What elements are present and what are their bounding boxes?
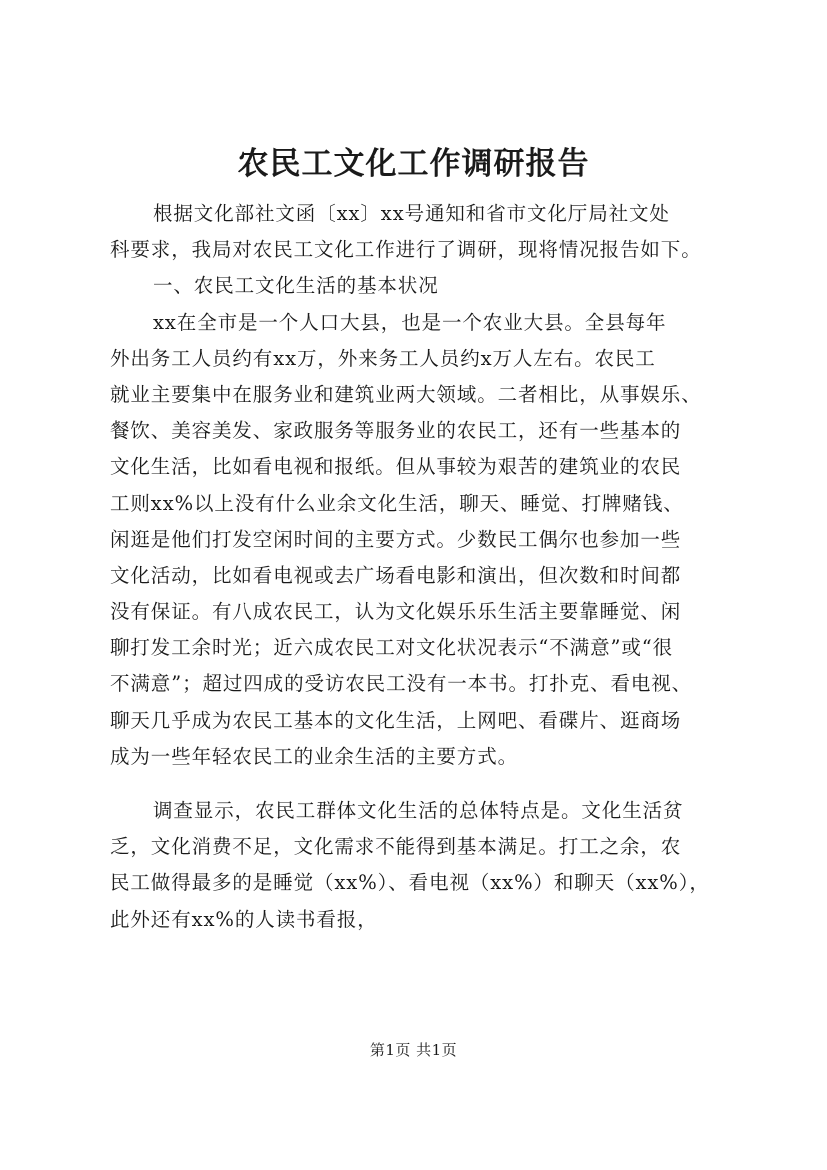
paragraph-line: 餐饮、美容美发、家政服务等服务业的农民工，还有一些基本的 [110,419,682,443]
paragraph-line: 没有保证。有八成农民工，认为文化娱乐乐生活主要靠睡觉、闲 [110,600,682,624]
paragraph-line: 科要求，我局对农民工文化工作进行了调研，现将情况报告如下。 [110,238,702,262]
document-body [110,196,740,938]
paragraph-line: 文化生活，比如看电视和报纸。但从事较为艰苦的建筑业的农民 [110,455,682,479]
paragraph-gap [110,775,740,793]
paragraph-line: 不满意”；超过四成的受访农民工没有一本书。打扑克、看电视、 [110,672,693,696]
paragraph-line: 民工做得最多的是睡觉（xx%）、看电视（xx%）和聊天（xx%）， [110,871,710,895]
paragraph-line: 工则xx%以上没有什么业余文化生活，聊天、睡觉、打牌赌钱、 [110,491,684,515]
paragraph-line: 根据文化部社文函〔xx〕xx号通知和省市文化厅局社文处 [153,202,670,225]
section-heading: 一、农民工文化生活的基本状况 [153,274,439,298]
paragraph-line: 闲逛是他们打发空闲时间的主要方式。少数民工偶尔也参加一些 [110,527,682,551]
paragraph-line: 聊天几乎成为农民工基本的文化生活，上网吧、看碟片、逛商场 [110,708,682,732]
paragraph-line: 就业主要集中在服务业和建筑业两大领域。二者相比，从事娱乐、 [110,382,702,406]
page-number: 第1页 共1页 [369,1041,458,1059]
paragraph-line: 此外还有xx%的人读书看报， [110,907,378,931]
document-title: 农民工文化工作调研报告 [237,146,590,182]
paragraph-line: 外出务工人员约有xx万，外来务工人员约x万人左右。农民工 [110,346,656,370]
paragraph-line: 聊打发工余时光；近六成农民工对文化状况表示“不满意”或“很 [110,636,674,660]
paragraph-line: 乏，文化消费不足，文化需求不能得到基本满足。打工之余，农 [110,835,682,859]
paragraph-line: 文化活动，比如看电视或去广场看电影和演出，但次数和时间都 [110,563,682,587]
paragraph-line: 成为一些年轻农民工的业余生活的主要方式。 [110,744,519,768]
paragraph-line: 调查显示，农民工群体文化生活的总体特点是。文化生活贫 [153,799,684,822]
paragraph-line: xx在全市是一个人口大县，也是一个农业大县。全县每年 [153,310,667,334]
